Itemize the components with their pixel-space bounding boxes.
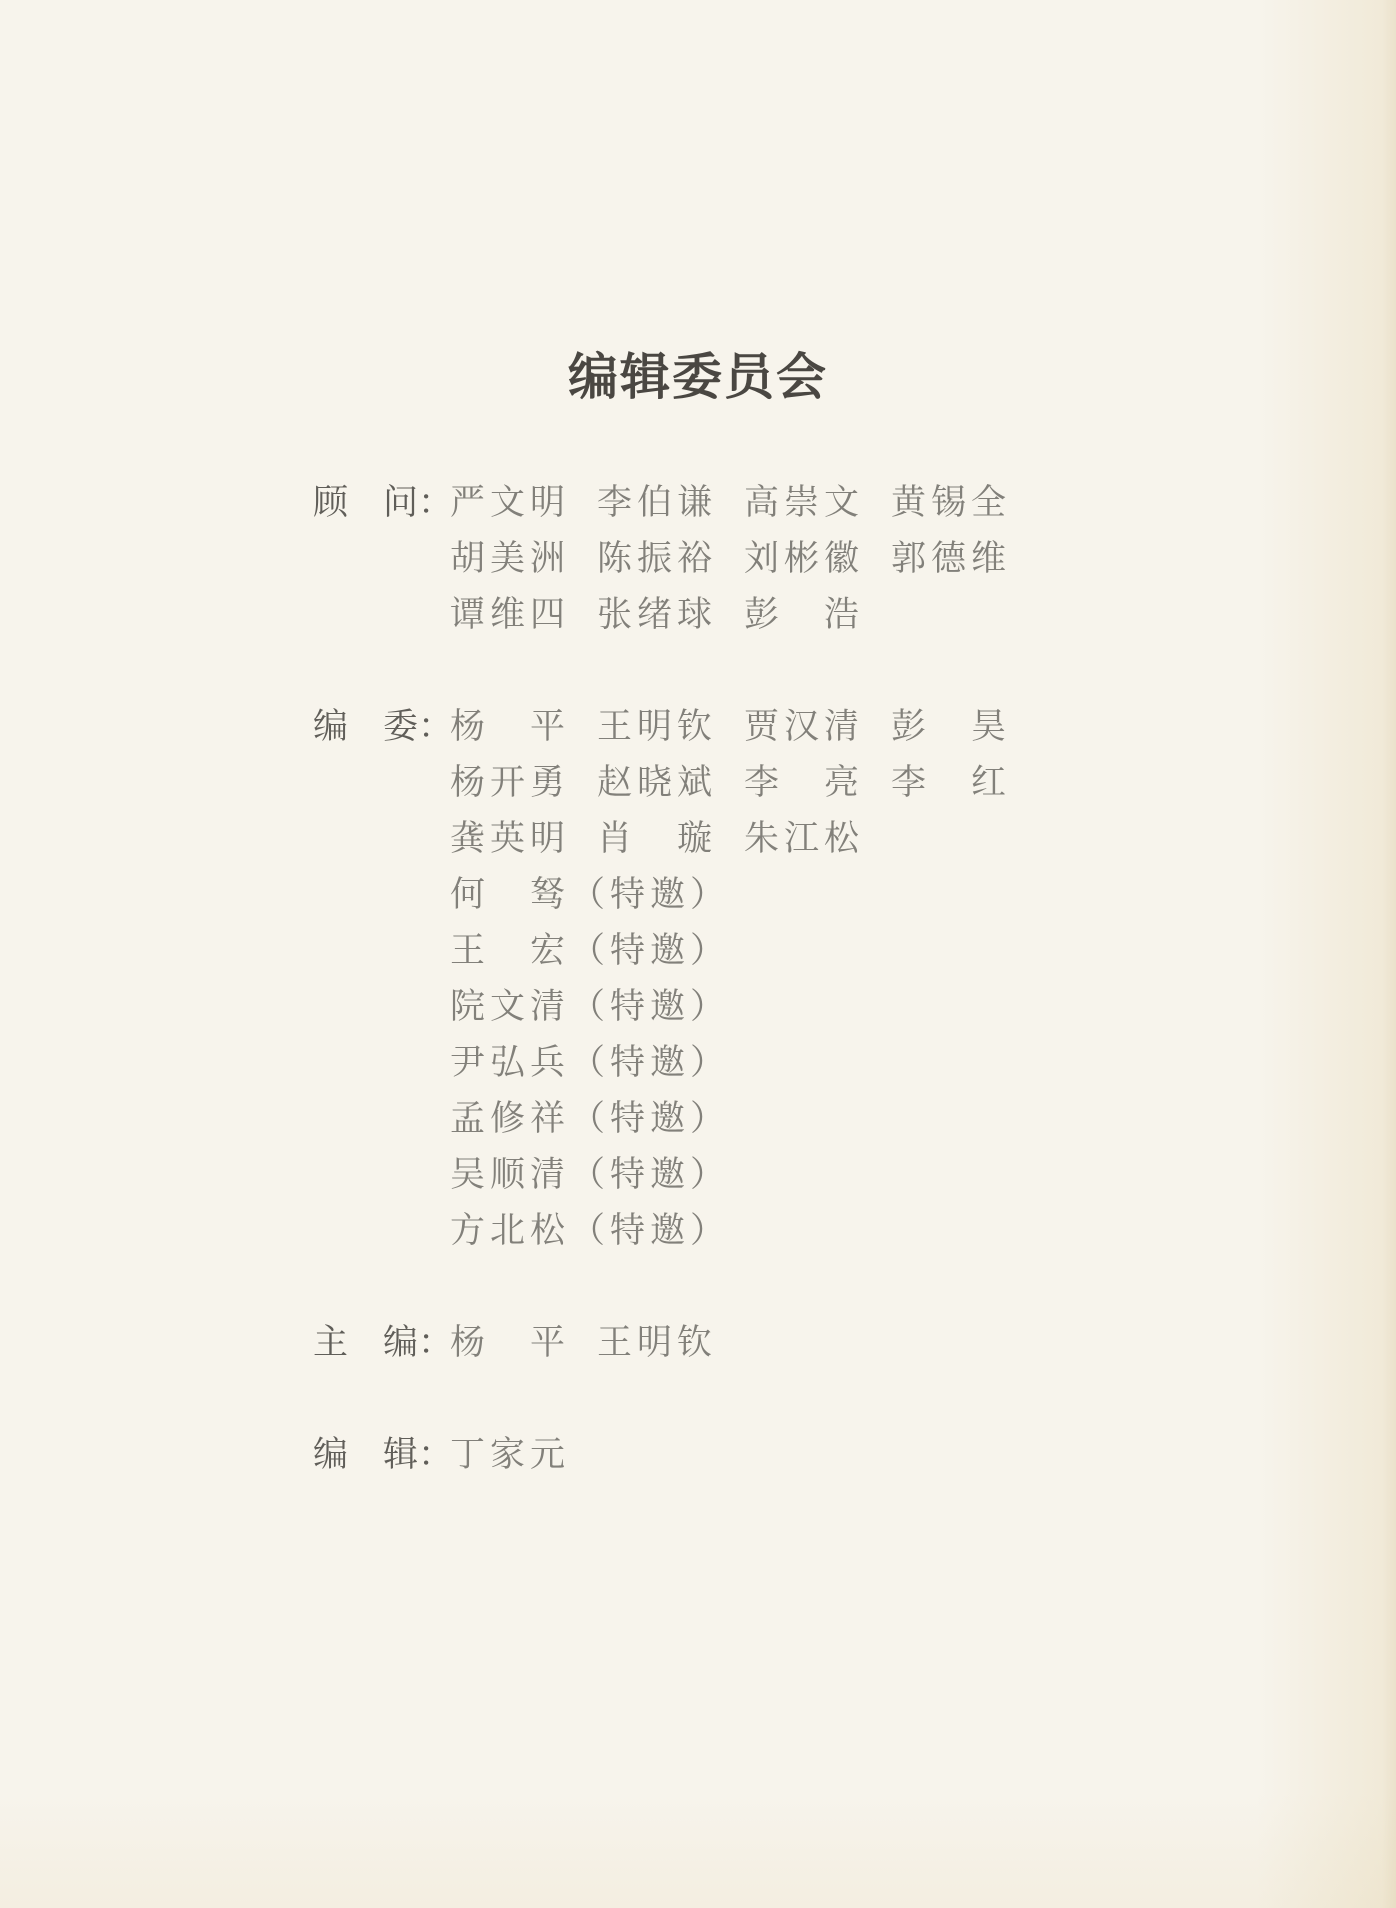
member-name: 黄锡全	[891, 483, 1012, 522]
committee-section	[0, 699, 1396, 1259]
name-row	[450, 811, 1396, 867]
member-row	[0, 1427, 1396, 1483]
role-label: 主 编：	[313, 1323, 454, 1362]
member-name: 杨开勇	[450, 763, 571, 802]
name-row	[450, 475, 1396, 531]
member-name: 杨 平	[450, 707, 571, 746]
member-row	[0, 1315, 1396, 1371]
member-name: 肖 璇	[597, 819, 718, 858]
member-name: 彭 昊	[891, 707, 1012, 746]
name-row	[450, 1315, 1396, 1371]
member-name: 张绪球	[597, 595, 718, 634]
member-row	[0, 699, 1396, 755]
member-name: 严文明	[450, 483, 571, 522]
name-row	[450, 979, 1396, 1035]
member-name: 刘彬徽	[744, 539, 865, 578]
member-name: 谭维四	[450, 595, 571, 634]
committee-section	[0, 475, 1396, 643]
name-row	[450, 1427, 1396, 1483]
name-row	[450, 1091, 1396, 1147]
committee-section	[0, 1427, 1396, 1483]
member-name: 杨 平	[450, 1323, 571, 1362]
member-name: 朱江松	[744, 819, 865, 858]
member-name: 赵晓斌	[597, 763, 718, 802]
member-row	[0, 1203, 1396, 1259]
member-row	[0, 1091, 1396, 1147]
member-row	[0, 811, 1396, 867]
member-row	[0, 923, 1396, 979]
committee-list	[0, 475, 1396, 1483]
member-name: 方北松（特邀）	[450, 1211, 731, 1250]
member-row	[0, 587, 1396, 643]
member-name: 李 亮	[744, 763, 865, 802]
member-name: 贾汉清	[744, 707, 865, 746]
member-row	[0, 1147, 1396, 1203]
member-name: 龚英明	[450, 819, 571, 858]
role-label: 顾 问：	[313, 483, 454, 522]
member-name: 李伯谦	[597, 483, 718, 522]
member-name: 王 宏（特邀）	[450, 931, 731, 970]
committee-section	[0, 1315, 1396, 1371]
member-name: 尹弘兵（特邀）	[450, 1043, 731, 1082]
member-name: 胡美洲	[450, 539, 571, 578]
member-name: 王明钦	[597, 707, 718, 746]
name-row	[450, 1035, 1396, 1091]
name-row	[450, 587, 1396, 643]
member-name: 院文清（特邀）	[450, 987, 731, 1026]
member-row	[0, 867, 1396, 923]
member-row	[0, 1035, 1396, 1091]
role-label: 编 委：	[313, 707, 454, 746]
name-row	[450, 1203, 1396, 1259]
member-name: 李 红	[891, 763, 1012, 802]
member-name: 吴顺清（特邀）	[450, 1155, 731, 1194]
member-name: 高崇文	[744, 483, 865, 522]
name-row	[450, 531, 1396, 587]
member-name: 郭德维	[891, 539, 1012, 578]
member-row	[0, 755, 1396, 811]
member-name: 王明钦	[597, 1323, 718, 1362]
role-label: 编 辑：	[313, 1435, 454, 1474]
page-title: 编辑委员会	[568, 349, 828, 405]
name-row	[450, 1147, 1396, 1203]
name-row	[450, 923, 1396, 979]
member-name: 何 驽（特邀）	[450, 875, 731, 914]
member-name: 孟修祥（特邀）	[450, 1099, 731, 1138]
member-name: 陈振裕	[597, 539, 718, 578]
name-row	[450, 699, 1396, 755]
member-row	[0, 979, 1396, 1035]
member-row	[0, 475, 1396, 531]
member-name: 彭 浩	[744, 595, 865, 634]
member-name: 丁家元	[450, 1435, 571, 1474]
name-row	[450, 867, 1396, 923]
member-row	[0, 531, 1396, 587]
name-row	[450, 755, 1396, 811]
